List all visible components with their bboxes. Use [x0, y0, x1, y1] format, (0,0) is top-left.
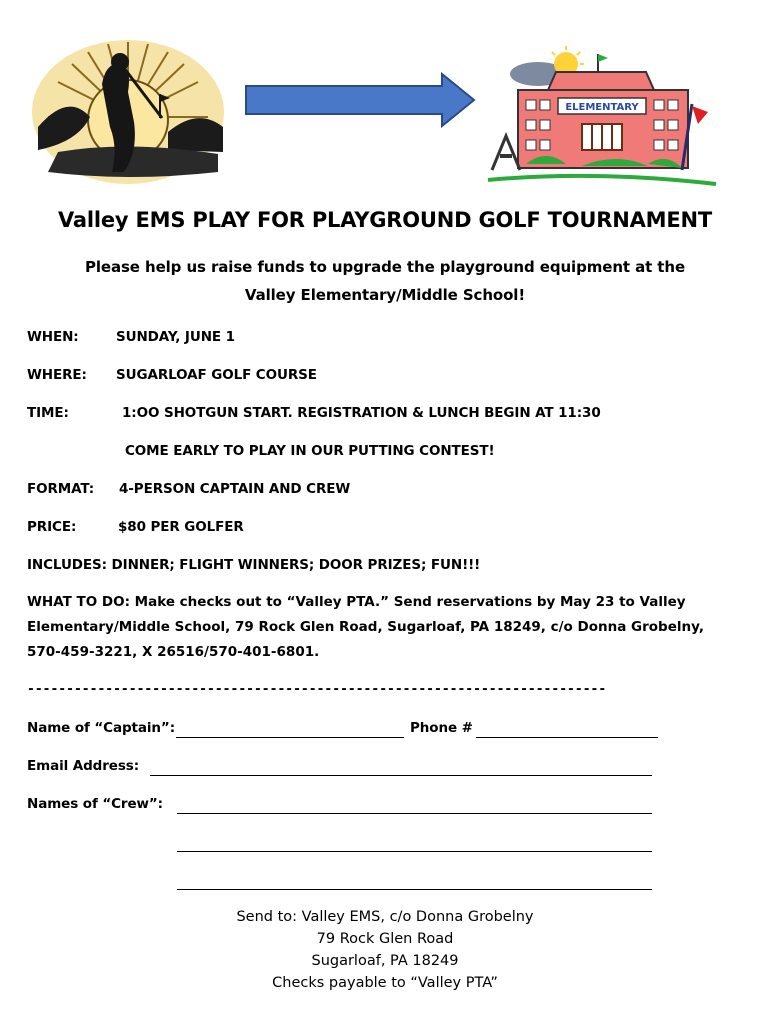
when-row [27, 329, 235, 345]
includes-line: INCLUDES: DINNER; FLIGHT WINNERS; DOOR PRIZES; FUN!!! [27, 557, 481, 573]
when-value: SUNDAY, JUNE 1 [116, 329, 235, 345]
footer-send-to: Send to: Valley EMS, c/o Donna Grobelny [236, 909, 534, 925]
phone-label: Phone # [410, 720, 473, 736]
email-field[interactable] [150, 775, 652, 776]
phone-field[interactable] [476, 737, 658, 738]
time-row [27, 405, 601, 421]
footer-city: Sugarloaf, PA 18249 [311, 953, 459, 969]
email-label: Email Address: [27, 758, 140, 774]
where-value: SUGARLOAF GOLF COURSE [116, 367, 317, 383]
crew-field-3[interactable] [177, 889, 652, 890]
cut-line-divider: -------------------------------------------------------------------------- [27, 682, 607, 697]
crew-field-2[interactable] [177, 851, 652, 852]
golfer-sunrise-image [28, 22, 228, 188]
what-to-do-paragraph: WHAT TO DO: Make checks out to “Valley PTA.” Send reservations by May 23 to Valley Elementary/Middle School, 79 Rock Glen Road, Sugarloaf, PA 18249, c/o Donna Grobelny, 570-459-3221, X 26516/570-401-6801. [27, 594, 704, 660]
captain-name-field[interactable] [176, 737, 404, 738]
page-title: Valley EMS PLAY FOR PLAYGROUND GOLF TOURNAMENT [58, 208, 712, 232]
subtitle-line-2: Valley Elementary/Middle School! [244, 286, 526, 304]
time-label: TIME: [27, 405, 69, 421]
time-note: COME EARLY TO PLAY IN OUR PUTTING CONTEST! [125, 443, 495, 459]
school-sign-text: ELEMENTARY [565, 102, 639, 113]
price-row [27, 519, 244, 535]
format-value: 4-PERSON CAPTAIN AND CREW [119, 481, 351, 497]
when-label: WHEN: [27, 329, 79, 345]
captain-label: Name of “Captain”: [27, 720, 176, 736]
footer-street: 79 Rock Glen Road [316, 931, 454, 947]
right-arrow-image [244, 72, 478, 128]
where-label: WHERE: [27, 367, 87, 383]
where-row [27, 367, 317, 383]
crew-field-1[interactable] [177, 813, 652, 814]
format-row [27, 481, 351, 497]
subtitle-line-1: Please help us raise funds to upgrade the playground equipment at the [84, 258, 686, 276]
elementary-school-image [486, 44, 718, 190]
footer-checks-payable: Checks payable to “Valley PTA” [272, 975, 498, 991]
format-label: FORMAT: [27, 481, 95, 497]
time-value: 1:OO SHOTGUN START. REGISTRATION & LUNCH BEGIN AT 11:30 [122, 405, 601, 421]
crew-label: Names of “Crew”: [27, 796, 163, 812]
price-value: $80 PER GOLFER [118, 519, 244, 535]
price-label: PRICE: [27, 519, 77, 535]
